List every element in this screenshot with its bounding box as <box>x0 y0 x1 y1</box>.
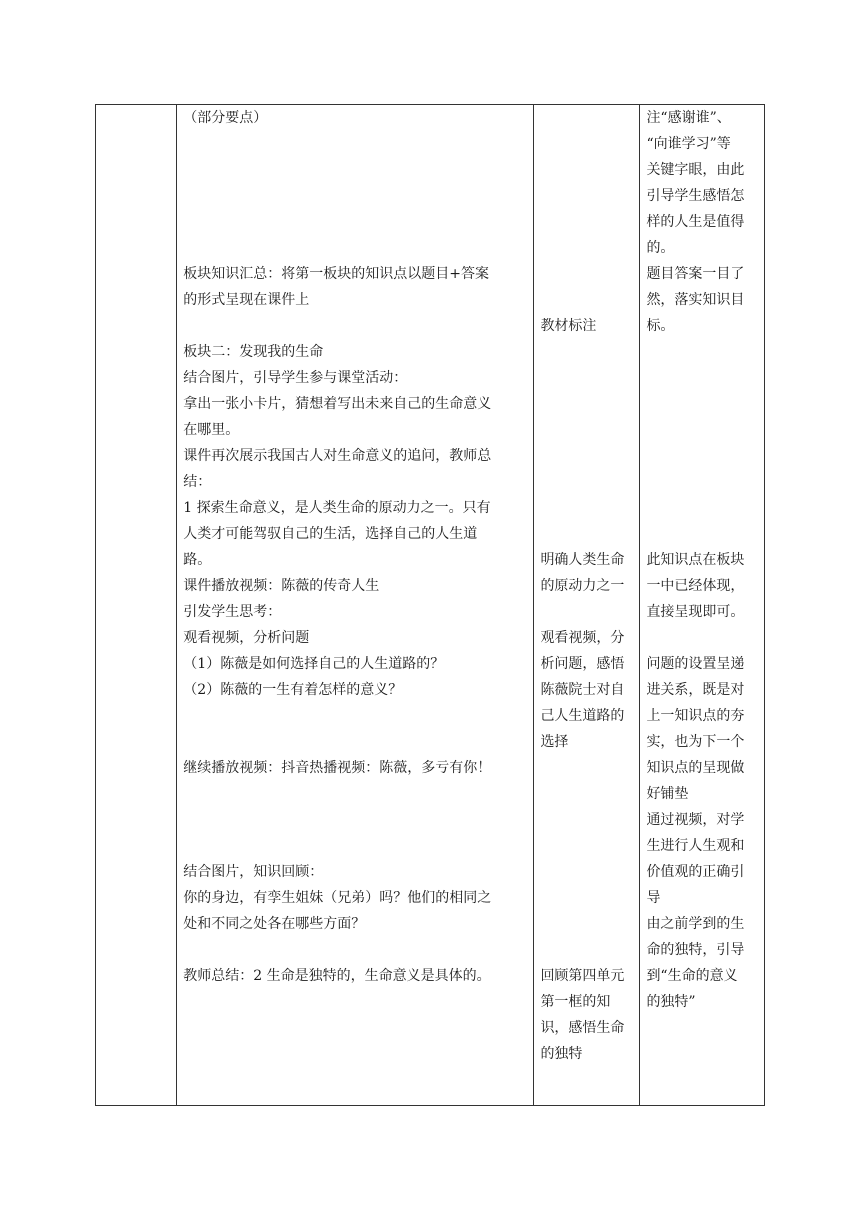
point-one-line-3: 路。 <box>183 552 212 568</box>
student-a3-line-5: 选择 <box>540 734 569 750</box>
intent-b1-line-1: 注“感谢谁”、 <box>646 110 731 126</box>
intent-b2-line-1: 题目答案一目了 <box>646 266 745 282</box>
review-line-3: 处和不同之处各在哪些方面？ <box>183 916 366 932</box>
review-line-2: 你的身边，有孪生姐妹（兄弟）吗？他们的相同之 <box>183 890 492 906</box>
intent-b5-line-1: 通过视频，对学 <box>646 812 745 828</box>
textbook-annotation: 教材标注 <box>540 318 597 334</box>
video-line-3: 观看视频，分析问题 <box>183 630 310 646</box>
intent-b6-line-1: 由之前学到的生 <box>646 916 745 932</box>
intent-b1-line-6: 的。 <box>646 240 675 256</box>
intent-b6-line-2: 命的独特，引导 <box>646 942 745 958</box>
summary-line-2: 的形式呈现在课件上 <box>183 292 310 308</box>
intent-b6-line-4: 的独特” <box>646 994 696 1010</box>
lesson-plan-table <box>95 104 765 1106</box>
student-a3-line-2: 析问题，感悟 <box>540 656 625 672</box>
student-a3-line-3: 陈薇院士对自 <box>540 682 625 698</box>
review-line-1: 结合图片，知识回顾： <box>183 864 324 880</box>
design-intent-cell <box>640 105 765 1106</box>
teacher-summary-line-1: 课件再次展示我国古人对生命意义的追问，教师总 <box>183 448 492 464</box>
point-one-line-2: 人类才可能驾驭自己的生活，选择自己的人生道 <box>183 526 478 542</box>
stage-column-cell <box>96 105 177 1106</box>
final-summary-line: 教师总结：2 生命是独特的，生命意义是具体的。 <box>183 968 491 984</box>
question-one: （1）陈薇是如何选择自己的人生道路的？ <box>183 656 445 672</box>
student-activity-cell <box>534 105 640 1106</box>
intent-b5-line-4: 导 <box>646 890 661 906</box>
point-one-line-1: 1 探索生命意义，是人类生命的原动力之一。只有 <box>183 500 491 516</box>
card-activity-line-2: 在哪里。 <box>183 422 240 438</box>
video-line-2: 引发学生思考： <box>183 604 282 620</box>
activity-intro: 结合图片，引导学生参与课堂活动： <box>183 370 408 386</box>
intent-b3-line-1: 此知识点在板块 <box>646 552 745 568</box>
student-a2-line-1: 明确人类生命 <box>540 552 625 568</box>
intent-b2-line-2: 然，落实知识目 <box>646 292 745 308</box>
intent-b3-line-3: 直接呈现即可。 <box>646 604 745 620</box>
intent-b4-line-1: 问题的设置呈递 <box>646 656 745 672</box>
student-a4-line-4: 的独特 <box>540 1046 583 1062</box>
video-line-1: 课件播放视频：陈薇的传奇人生 <box>183 578 380 594</box>
question-two: （2）陈薇的一生有着怎样的意义？ <box>183 682 403 698</box>
intent-b4-line-3: 上一知识点的夯 <box>646 708 745 724</box>
intent-b5-line-3: 价值观的正确引 <box>646 864 745 880</box>
student-a3-line-1: 观看视频，分 <box>540 630 625 646</box>
student-a4-line-3: 识，感悟生命 <box>540 1020 625 1036</box>
student-a2-line-2: 的原动力之一 <box>540 578 625 594</box>
intent-b3-line-2: 一中已经体现， <box>646 578 745 594</box>
intent-b1-line-5: 样的人生是值得 <box>646 214 745 230</box>
student-a3-line-4: 己人生道路的 <box>540 708 625 724</box>
intent-b5-line-2: 生进行人生观和 <box>646 838 745 854</box>
part-key-points: （部分要点） <box>183 110 268 126</box>
intent-b6-line-3: 到“生命的意义 <box>646 968 738 984</box>
intent-b1-line-2: “向谁学习”等 <box>646 136 731 152</box>
teacher-summary-line-2: 结： <box>183 474 212 490</box>
intent-b1-line-4: 引导学生感悟怎 <box>646 188 745 204</box>
intent-b4-line-2: 进关系，既是对 <box>646 682 745 698</box>
intent-b4-line-4: 实，也为下一个 <box>646 734 745 750</box>
summary-line-1: 板块知识汇总：将第一板块的知识点以题目+答案 <box>183 266 490 282</box>
intent-b4-line-5: 知识点的呈现做 <box>646 760 745 776</box>
continue-video-line: 继续播放视频：抖音热播视频：陈薇，多亏有你！ <box>183 760 492 776</box>
intent-b2-line-3: 标。 <box>646 318 675 334</box>
intent-b4-line-6: 好铺垫 <box>646 786 689 802</box>
card-activity-line-1: 拿出一张小卡片，猜想着写出未来自己的生命意义 <box>183 396 492 412</box>
teacher-activity-cell <box>177 105 534 1106</box>
table-row <box>96 105 765 1106</box>
student-a4-line-1: 回顾第四单元 <box>540 968 625 984</box>
student-a4-line-2: 第一框的知 <box>540 994 611 1010</box>
intent-b1-line-3: 关键字眼，由此 <box>646 162 745 178</box>
section-two-heading: 板块二：发现我的生命 <box>183 344 324 360</box>
